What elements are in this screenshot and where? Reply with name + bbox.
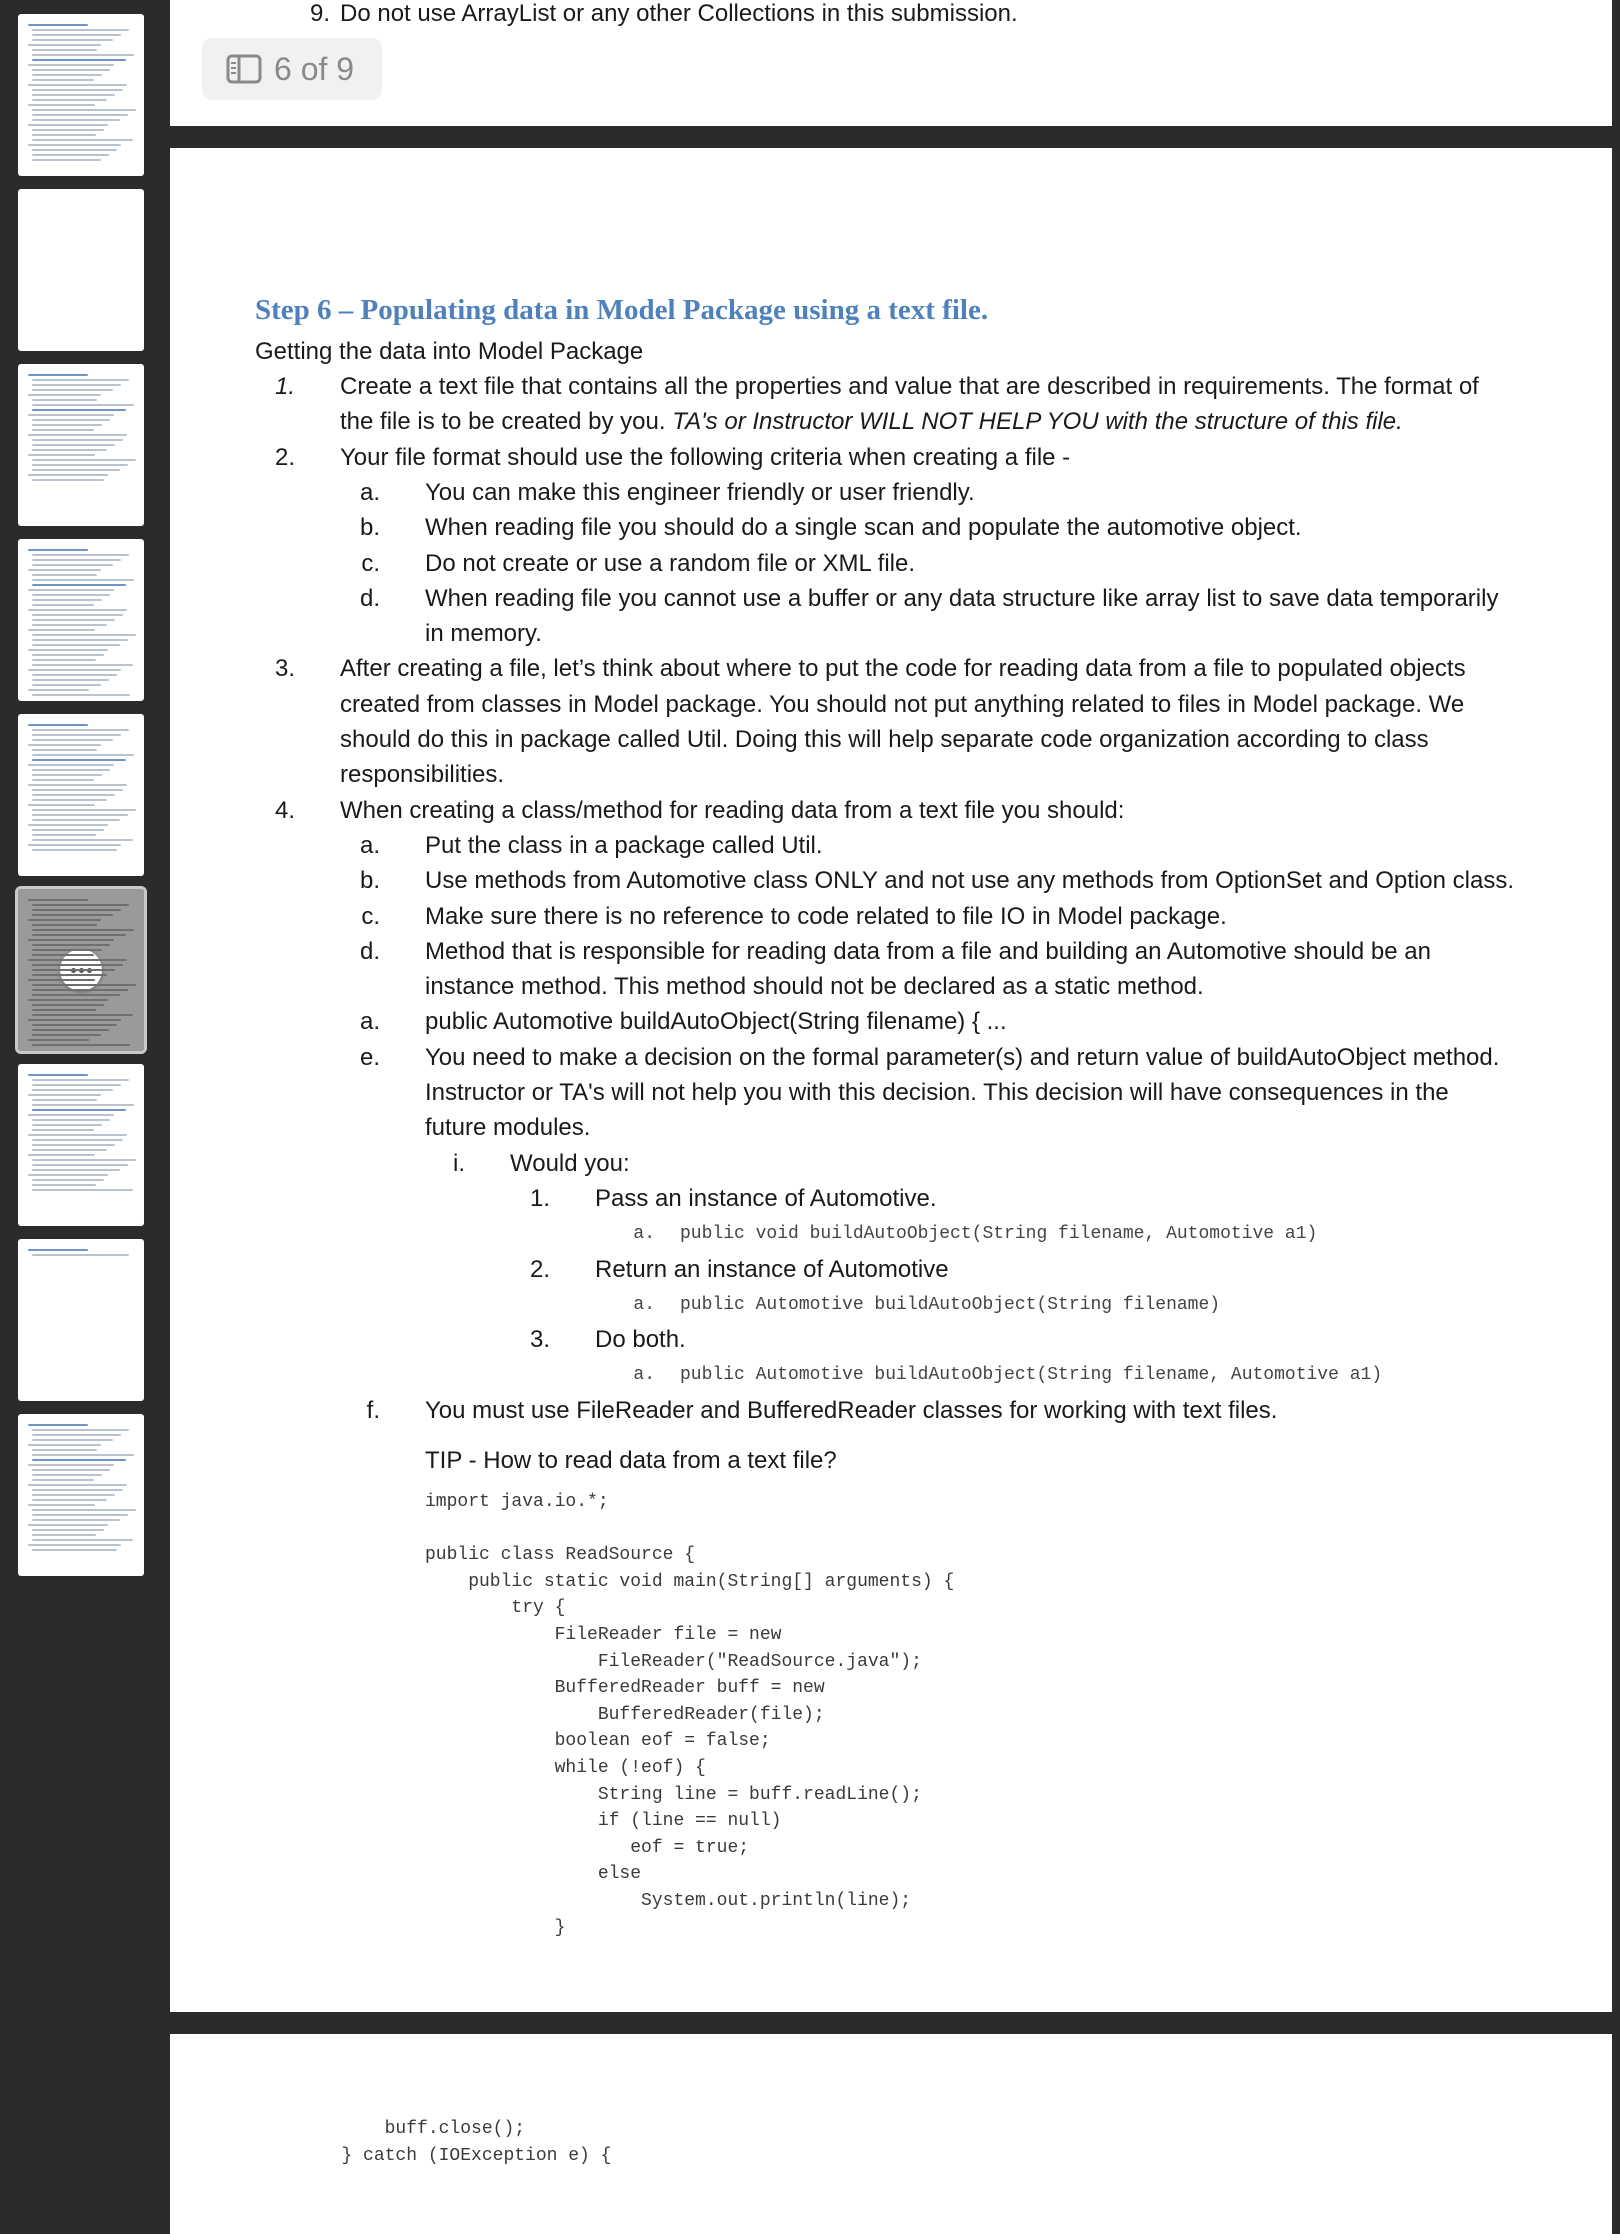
page-thumbnail-2[interactable] (18, 189, 144, 351)
thumbnail-text-line (32, 579, 134, 581)
thumbnail-text-line (32, 134, 96, 136)
code-sample (425, 1489, 954, 1941)
thumbnail-text-line (32, 384, 121, 386)
previous-page (170, 0, 1612, 126)
list-item-text: You must use FileReader and BufferedReader classes for working with text files. (425, 1396, 1278, 1424)
code-line: System.out.println(line); (425, 1890, 912, 1911)
thumbnail-text-line (32, 1499, 107, 1501)
thumbnail-text-line (28, 434, 127, 436)
tip-title: TIP - How to read data from a text file? (425, 1447, 837, 1474)
thumbnail-text-line (32, 1124, 102, 1126)
thumbnail-text-line (32, 1469, 110, 1471)
thumbnail-text-line (32, 424, 102, 426)
thumbnail-text-line (28, 1019, 121, 1021)
thumbnail-text-line (28, 1444, 101, 1446)
thumbnail-text-line (32, 89, 123, 91)
thumbnail-text-line (32, 829, 104, 831)
thumbnail-text-line (32, 644, 120, 646)
thumbnail-text-line (32, 1449, 97, 1451)
list-item-text: Use methods from Automotive class ONLY and not use any methods from OptionSet and Option class. (425, 867, 1514, 895)
thumbnail-text-line (32, 1044, 130, 1046)
thumbnail-text-line (32, 79, 94, 81)
thumbnail-text-line (32, 69, 110, 71)
thumbnail-text-line (32, 809, 136, 811)
thumbnail-text-line (32, 1109, 126, 1111)
thumbnail-text-line (32, 59, 126, 61)
thumbnail-text-line (28, 1504, 95, 1506)
thumbnail-text-line (28, 1134, 127, 1136)
thumbnail-text-line (28, 689, 89, 691)
thumbnail-text-line (28, 1114, 114, 1116)
code-line: FileReader("ReadSource.java"); (425, 1651, 922, 1672)
page-thumbnail-6-selected[interactable] (18, 889, 144, 1051)
thumbnail-text-line (32, 969, 115, 971)
page-thumbnail-8[interactable] (18, 1239, 144, 1401)
page-indicator[interactable] (202, 38, 382, 100)
thumbnail-text-line (28, 669, 121, 671)
thumbnail-text-line (32, 734, 121, 736)
thumbnail-text-line (32, 1479, 94, 1481)
code-line: import java.io.*; (425, 1492, 609, 1512)
thumbnail-text-line (32, 934, 126, 936)
thumbnail-text-line (32, 1509, 136, 1511)
list-item-text: You need to make a decision on the formal parameter(s) and return value of buildAutoObject method. (425, 1043, 1500, 1071)
thumbnail-text-line (28, 24, 88, 26)
document-page-6 (170, 148, 1612, 2012)
thumbnail-text-line (28, 1174, 108, 1176)
list-marker: 3. (274, 655, 295, 683)
list-item-text: Pass an instance of Automotive. (595, 1184, 937, 1212)
page-thumbnail-1[interactable] (18, 14, 144, 176)
thumbnail-text-line (32, 684, 101, 686)
code-line: else (425, 1864, 642, 1885)
thumbnail-text-line (32, 74, 102, 76)
thumbnail-text-line (32, 479, 104, 481)
thumbnail-text-line (32, 1434, 121, 1436)
thumbnail-text-line (28, 804, 95, 806)
thumbnail-text-line (32, 1084, 121, 1086)
thumbnail-text-line (32, 29, 129, 31)
list-marker: c. (361, 902, 380, 930)
list-marker: d. (359, 937, 380, 965)
thumbnail-text-line (28, 1424, 88, 1426)
code-line: if (line == null) (425, 1811, 782, 1832)
thumbnail-text-line (32, 1129, 94, 1131)
thumbnail-text-line (28, 784, 127, 786)
thumbnail-text-line (32, 769, 110, 771)
thumbnail-text-line (28, 609, 127, 611)
thumbnail-text-line (32, 779, 94, 781)
page-thumbnail-4[interactable] (18, 539, 144, 701)
thumbnail-text-line (32, 139, 133, 141)
list-item-text: Would you: (510, 1149, 630, 1177)
thumbnail-text-line (32, 129, 104, 131)
list-marker: a. (633, 1224, 655, 1245)
thumbnail-text-line (32, 1014, 133, 1016)
thumbnail-text-line (32, 1529, 104, 1531)
thumbnail-text-line (32, 994, 120, 996)
list-item-text: When reading file you should do a single scan and populate the automotive object. (425, 514, 1302, 542)
thumbnail-text-line (32, 444, 115, 446)
thumbnail-text-line (32, 99, 107, 101)
thumbnail-text-line (32, 1189, 133, 1191)
method-signature: public void buildAutoObject(String filename, Automotive a1) (680, 1224, 1318, 1245)
code-line: String line = buff.readLine(); (425, 1784, 922, 1805)
list-item-text: You can make this engineer friendly or user friendly. (425, 478, 975, 506)
thumbnail-text-line (32, 984, 136, 986)
code-line: FileReader file = new (425, 1624, 782, 1645)
thumbnail-text-line (32, 404, 134, 406)
thumbnail-text-line (32, 1549, 117, 1551)
thumbnail-text-line (32, 654, 104, 656)
thumbnail-text-line (32, 584, 126, 586)
thumbnail-text-line (28, 1094, 101, 1096)
code-line: public static void main(String[] arguments) { (425, 1571, 955, 1592)
list-item-text: created from classes in Model package. You should not put anything related to files in Model package. We (340, 690, 1465, 718)
thumbnail-text-line (28, 744, 101, 746)
thumbnail-text-line (32, 679, 109, 681)
list-item-text: When reading file you cannot use a buffer or any data structure like array list to save data temporarily (425, 584, 1499, 612)
thumbnail-text-line (32, 1439, 113, 1441)
page-thumbnail-7[interactable] (18, 1064, 144, 1226)
thumbnail-text-line (32, 34, 121, 36)
list-item-text: After creating a file, let’s think about where to put the code for reading data from a file to populated objects (340, 655, 1466, 683)
thumbnail-text-line (28, 979, 95, 981)
thumbnail-text-line (32, 1459, 126, 1461)
thumbnail-text-line (32, 904, 129, 906)
list-item-text: responsibilities. (340, 761, 505, 789)
thumbnail-text-line (32, 944, 110, 946)
thumbnail-text-line (32, 749, 97, 751)
page-indicator-text: 6 of 9 (274, 50, 355, 87)
thumbnail-text-line (32, 774, 102, 776)
list-item-text: in memory. (425, 620, 542, 648)
thumbnail-text-line (32, 564, 113, 566)
list-item-text: Your file format should use the following criteria when creating a file - (340, 443, 1071, 471)
page-thumbnail-9[interactable] (18, 1414, 144, 1576)
thumbnail-text-line (32, 409, 126, 411)
thumbnail-text-line (32, 1514, 128, 1516)
thumbnail-text-line (32, 1144, 115, 1146)
code-line: } (425, 1917, 566, 1938)
thumbnail-text-line (32, 1179, 104, 1181)
thumbnail-text-line (32, 794, 115, 796)
thumbnail-text-line (28, 64, 114, 66)
thumbnail-text-line (32, 1164, 128, 1166)
thumbnail-text-line (32, 754, 134, 756)
list-item-text: Return an instance of Automotive (595, 1255, 949, 1283)
thumbnail-text-line (32, 949, 102, 951)
thumbnail-text-line (32, 1024, 117, 1026)
code-line: eof = true; (425, 1837, 750, 1858)
thumbnail-text-line (32, 399, 97, 401)
code-line: try { (425, 1598, 566, 1619)
thumbnail-text-line (32, 149, 117, 151)
list-marker: f. (366, 1396, 380, 1424)
thumbnail-text-line (32, 449, 107, 451)
thumbnail-text-line (32, 1009, 96, 1011)
list-marker: c. (361, 549, 380, 577)
page-thumbnail-5[interactable] (18, 714, 144, 876)
thumbnail-text-line (28, 374, 88, 376)
thumbnail-text-line (28, 144, 121, 146)
thumbnail-text-line (28, 549, 88, 551)
thumbnail-text-line (32, 1169, 120, 1171)
thumbnail-text-line (28, 724, 88, 726)
thumbnail-text-line (28, 44, 101, 46)
thumbnail-text-line (32, 1159, 136, 1161)
thumbnail-text-line (32, 464, 128, 466)
list-item-text: future modules. (425, 1114, 591, 1142)
list-marker: 4. (274, 796, 295, 824)
thumbnail-text-line (32, 1429, 129, 1431)
code-line (425, 1516, 954, 1543)
list-marker: a. (633, 1365, 655, 1386)
list-marker: b. (359, 867, 380, 895)
thumbnail-text-line (28, 899, 88, 901)
thumbnail-text-line (32, 39, 113, 41)
thumbnail-text-line (28, 589, 114, 591)
thumbnail-text-line (32, 634, 136, 636)
list-marker: b. (359, 514, 380, 542)
next-page (170, 2034, 1612, 2234)
list-item-text-plain: the file is to be created by you. (340, 408, 673, 436)
thumbnail-text-line (32, 114, 128, 116)
thumbnail-text-line (32, 729, 129, 731)
thumbnail-text-line (32, 814, 128, 816)
thumbnail-text-line (32, 599, 102, 601)
thumbnail-text-line (28, 1039, 89, 1041)
thumbnail-text-line (32, 909, 121, 911)
thumbnail-sidebar (0, 0, 170, 2160)
list-marker: e. (359, 1043, 380, 1071)
list-marker: 2. (274, 443, 295, 471)
thumbnail-text-line (32, 429, 94, 431)
thumbnail-text-line (32, 1254, 129, 1256)
code-line: buff.close(); (255, 2119, 526, 2139)
list-item-text: Do both. (595, 1326, 686, 1354)
thumbnail-text-line (32, 554, 129, 556)
list-marker: a. (359, 478, 380, 506)
thumbnail-text-line (32, 834, 96, 836)
thumbnail-text-line (32, 1474, 102, 1476)
thumbnail-text-line (32, 1104, 134, 1106)
thumbnail-text-line (32, 419, 110, 421)
code-line: } catch (IOException e) { (255, 2145, 612, 2166)
thumbnail-text-line (28, 104, 95, 106)
thumbnail-text-line (32, 619, 115, 621)
list-item-text: should do this in package called Util. Doing this will help separate code organization according to class (340, 726, 1429, 753)
thumbnail-text-line (32, 1489, 123, 1491)
thumbnail-text-line (32, 1454, 134, 1456)
thumbnail-text-line (32, 1079, 129, 1081)
list-marker: 2. (529, 1255, 550, 1283)
list-marker: d. (359, 584, 380, 612)
list-item-text: Do not create or use a random file or XML file. (425, 549, 916, 577)
list-item-text (340, 405, 1403, 439)
thumbnail-text-line (28, 454, 95, 456)
list-marker: a. (359, 831, 380, 859)
thumbnail-text-line (28, 474, 108, 476)
thumbnail-text-line (28, 649, 108, 651)
list-marker: 1. (529, 1184, 550, 1212)
thumbnail-text-line (32, 1184, 96, 1186)
subheading: Getting the data into Model Package (255, 338, 644, 365)
previous-page-last-item (310, 0, 1018, 28)
thumbnail-text-line (32, 659, 96, 661)
thumbnail-text-line (32, 914, 113, 916)
thumbnail-text-line (28, 1464, 114, 1466)
list-item-text: Do not use ArrayList or any other Collections in this submission. (340, 0, 1018, 27)
thumbnail-text-line (32, 624, 107, 626)
thumbnail-text-line (32, 94, 115, 96)
thumbnail-text-line (28, 569, 101, 571)
list-marker: 1. (274, 373, 295, 400)
thumbnail-text-line (28, 394, 101, 396)
list-marker: 3. (529, 1326, 550, 1354)
thumbnail-text-line (32, 574, 97, 576)
thumbnail-text-line (32, 604, 94, 606)
thumbnail-text-line (28, 939, 114, 941)
thumbnail-text-line (28, 824, 108, 826)
thumbnail-text-line (28, 919, 101, 921)
thumbnail-text-line (28, 629, 95, 631)
list-item-text: Instructor or TA's will not help you with this decision. This decision will have consequences in the (425, 1079, 1449, 1106)
thumbnail-text-line (28, 844, 121, 846)
list-item-text: Create a text file that contains all the properties and value that are described in requirements. The format of (340, 373, 1479, 400)
thumbnail-text-line (28, 1524, 108, 1526)
thumbnail-text-line (32, 49, 97, 51)
thumbnail-text-line (32, 1534, 96, 1536)
thumbnail-text-line (32, 54, 134, 56)
thumbnail-text-line (32, 1089, 113, 1091)
thumbnail-text-line (32, 759, 126, 761)
thumbnail-text-line (28, 1154, 95, 1156)
code-line: public class ReadSource { (425, 1545, 696, 1566)
thumbnail-text-line (28, 1544, 121, 1546)
thumbnail-text-line (32, 674, 117, 676)
thumbnail-text-line (32, 559, 121, 561)
code-sample-continued (255, 2116, 611, 2169)
step-heading: Step 6 – Populating data in Model Package using a text file. (255, 294, 989, 326)
thumbnail-text-line (32, 1494, 115, 1496)
thumbnail-text-line (28, 414, 114, 416)
list-marker: 9. (310, 0, 331, 27)
method-signature: public Automotive buildAutoObject(String filename, Automotive a1) (680, 1365, 1383, 1386)
thumbnail-text-line (32, 389, 113, 391)
list-item-text: public Automotive buildAutoObject(String filename) { ... (425, 1008, 1007, 1036)
thumbnail-text-line (32, 1539, 133, 1541)
code-line: boolean eof = false; (425, 1731, 771, 1752)
list-marker: a. (359, 1008, 380, 1036)
list-marker: a. (633, 1294, 655, 1315)
thumbnail-text-line (32, 974, 107, 976)
thumbnail-text-line (32, 1004, 104, 1006)
thumbnail-text-line (32, 159, 101, 161)
thumbnail-text-line (32, 1119, 110, 1121)
thumbnail-text-line (32, 924, 97, 926)
thumbnail-text-line (32, 1139, 123, 1141)
thumbnail-text-line (32, 379, 129, 381)
list-item-text-italic: TA's or Instructor WILL NOT HELP YOU with the structure of this file. (672, 408, 1403, 436)
list-item-text: When creating a class/method for reading data from a text file you should: (340, 796, 1125, 824)
thumbnail-text-line (32, 1099, 97, 1101)
thumbnail-text-line (32, 594, 110, 596)
code-line: BufferedReader(file); (425, 1704, 825, 1725)
method-signature: public Automotive buildAutoObject(String filename) (680, 1294, 1221, 1315)
thumbnail-text-line (32, 469, 120, 471)
thumbnail-text-line (32, 664, 133, 666)
thumbnail-text-line (32, 799, 107, 801)
thumbnail-text-line (28, 84, 127, 86)
thumbnail-text-line (28, 124, 108, 126)
list-item-text: instance method. This method should not be declared as a static method. (425, 973, 1204, 1001)
thumbnail-text-line (28, 959, 127, 961)
thumbnail-text-line (32, 1034, 101, 1036)
sidebar-toggle-icon (226, 54, 262, 84)
thumbnail-text-line (28, 764, 114, 766)
thumbnail-text-line (32, 154, 109, 156)
thumbnail-text-line (32, 1149, 107, 1151)
thumbnail-text-line (32, 789, 123, 791)
thumbnail-text-line (32, 694, 130, 696)
thumbnail-text-line (32, 439, 123, 441)
thumbnail-text-line (32, 109, 136, 111)
thumbnail-text-line (32, 849, 117, 851)
thumbnail-text-line (28, 999, 108, 1001)
thumbnail-text-line (32, 839, 133, 841)
page-thumbnail-3[interactable] (18, 364, 144, 526)
list-marker: i. (453, 1149, 465, 1177)
thumbnail-text-line (28, 1484, 127, 1486)
thumbnail-text-line (32, 954, 94, 956)
code-line: while (!eof) { (425, 1757, 706, 1778)
list-item-text: Make sure there is no reference to code related to file IO in Model package. (425, 902, 1227, 930)
thumbnail-text-line (32, 739, 113, 741)
thumbnail-text-line (32, 119, 120, 121)
thumbnail-text-line (32, 639, 128, 641)
code-line: BufferedReader buff = new (425, 1678, 825, 1699)
thumbnail-text-line (28, 1249, 88, 1251)
thumbnail-text-line (32, 1029, 109, 1031)
thumbnail-text-line (32, 929, 134, 931)
thumbnail-text-line (32, 964, 123, 966)
thumbnail-text-line (32, 1519, 120, 1521)
thumbnail-text-line (32, 459, 136, 461)
thumbnail-text-line (32, 989, 128, 991)
thumbnail-text-line (28, 1074, 88, 1076)
thumbnail-text-line (32, 614, 123, 616)
thumbnail-text-line (32, 819, 120, 821)
list-item-text: Put the class in a package called Util. (425, 831, 823, 859)
list-item-text: Method that is responsible for reading data from a file and building an Automotive should be an (425, 937, 1431, 965)
